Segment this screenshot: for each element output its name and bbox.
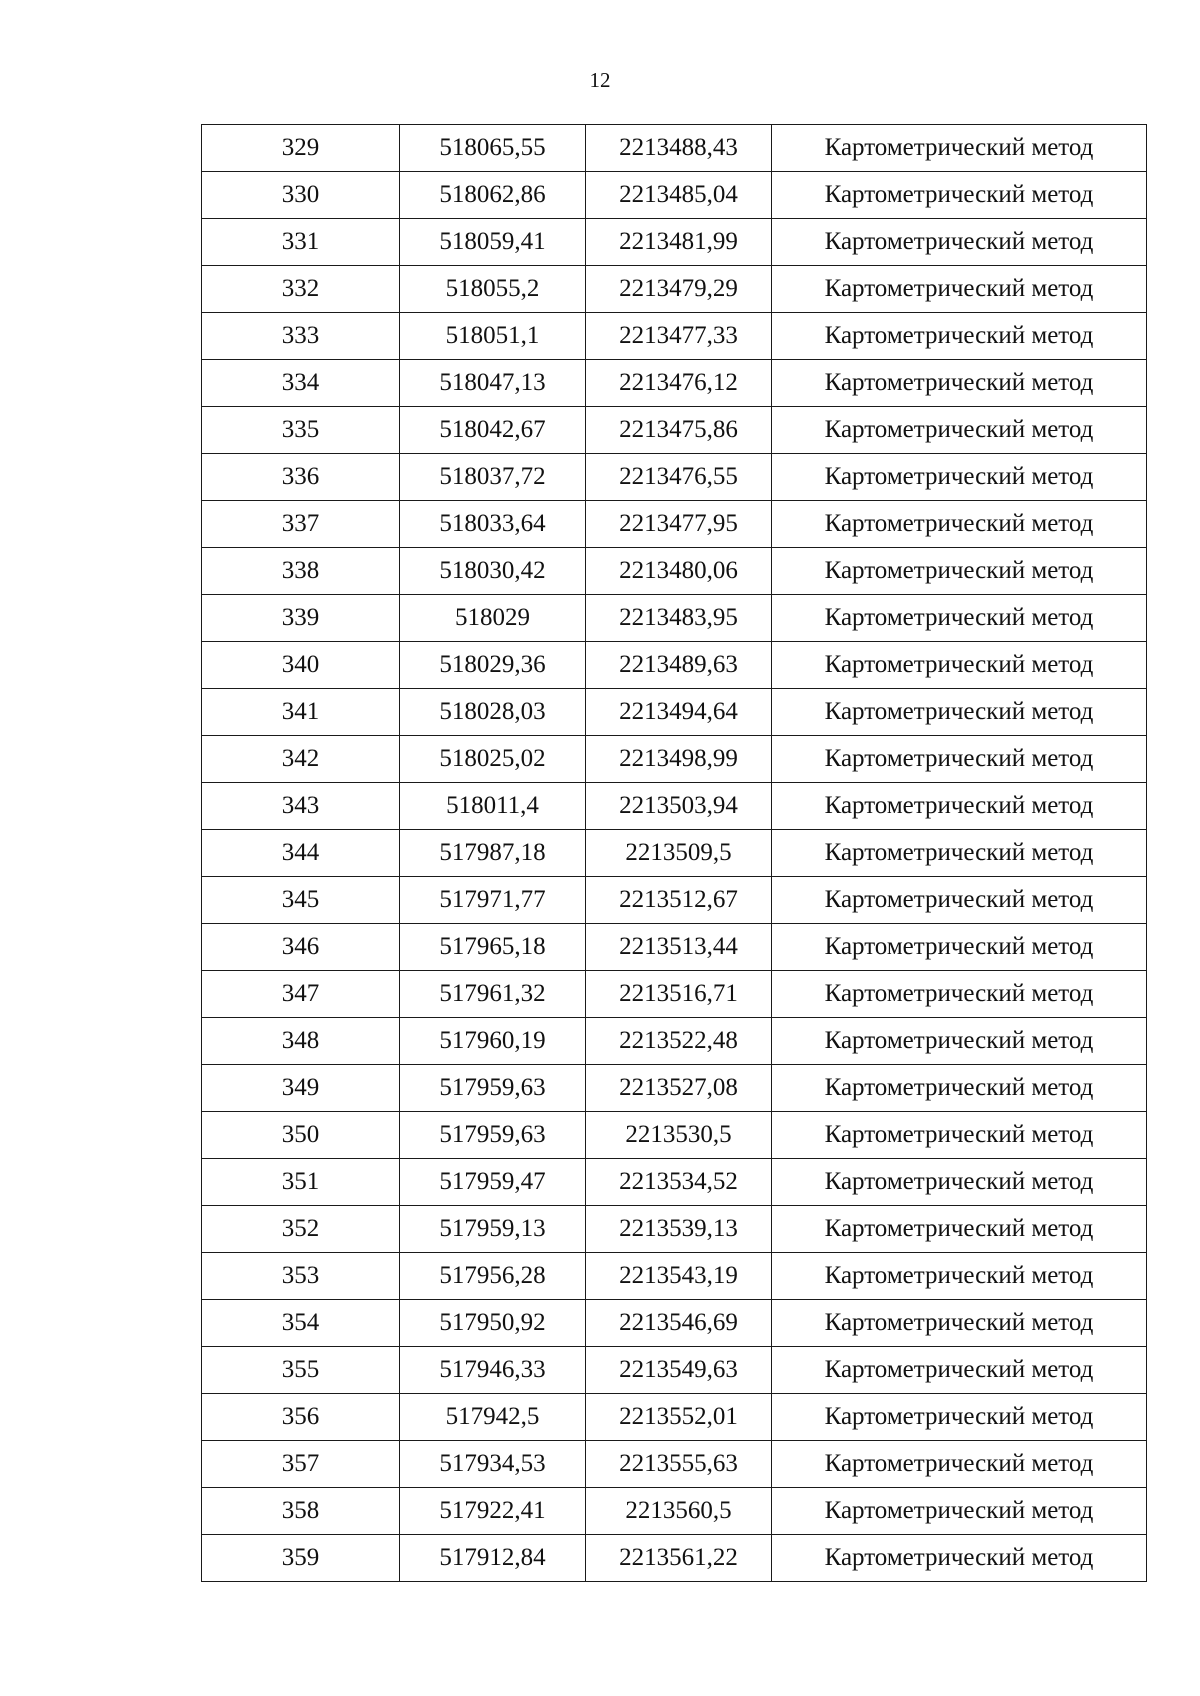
- y-coordinate-cell: 2213522,48: [586, 1018, 772, 1065]
- method-cell: Картометрический метод: [772, 830, 1147, 877]
- table-row: [202, 1018, 1147, 1065]
- table-row: [202, 172, 1147, 219]
- method-cell: Картометрический метод: [772, 971, 1147, 1018]
- x-coordinate-cell: 517959,63: [400, 1112, 586, 1159]
- point-number-cell: 359: [202, 1535, 400, 1582]
- table-row: [202, 501, 1147, 548]
- table-row: [202, 1159, 1147, 1206]
- x-coordinate-cell: 517961,32: [400, 971, 586, 1018]
- point-number-cell: 354: [202, 1300, 400, 1347]
- point-number-cell: 335: [202, 407, 400, 454]
- method-cell: Картометрический метод: [772, 1065, 1147, 1112]
- x-coordinate-cell: 518065,55: [400, 125, 586, 172]
- point-number-cell: 336: [202, 454, 400, 501]
- method-cell: Картометрический метод: [772, 1441, 1147, 1488]
- table-row: [202, 1300, 1147, 1347]
- table-row: [202, 877, 1147, 924]
- method-cell: Картометрический метод: [772, 219, 1147, 266]
- table-row: [202, 971, 1147, 1018]
- x-coordinate-cell: 517922,41: [400, 1488, 586, 1535]
- method-cell: Картометрический метод: [772, 1300, 1147, 1347]
- method-cell: Картометрический метод: [772, 407, 1147, 454]
- table-row: [202, 736, 1147, 783]
- point-number-cell: 353: [202, 1253, 400, 1300]
- y-coordinate-cell: 2213477,33: [586, 313, 772, 360]
- method-cell: Картометрический метод: [772, 501, 1147, 548]
- point-number-cell: 329: [202, 125, 400, 172]
- y-coordinate-cell: 2213530,5: [586, 1112, 772, 1159]
- y-coordinate-cell: 2213534,52: [586, 1159, 772, 1206]
- point-number-cell: 338: [202, 548, 400, 595]
- point-number-cell: 345: [202, 877, 400, 924]
- y-coordinate-cell: 2213560,5: [586, 1488, 772, 1535]
- x-coordinate-cell: 518028,03: [400, 689, 586, 736]
- x-coordinate-cell: 518062,86: [400, 172, 586, 219]
- method-cell: Картометрический метод: [772, 454, 1147, 501]
- table-row: [202, 595, 1147, 642]
- x-coordinate-cell: 518029: [400, 595, 586, 642]
- y-coordinate-cell: 2213546,69: [586, 1300, 772, 1347]
- method-cell: Картометрический метод: [772, 1535, 1147, 1582]
- x-coordinate-cell: 517960,19: [400, 1018, 586, 1065]
- y-coordinate-cell: 2213476,55: [586, 454, 772, 501]
- table-row: [202, 1112, 1147, 1159]
- x-coordinate-cell: 517942,5: [400, 1394, 586, 1441]
- x-coordinate-cell: 518033,64: [400, 501, 586, 548]
- table-row: [202, 1065, 1147, 1112]
- y-coordinate-cell: 2213527,08: [586, 1065, 772, 1112]
- table-row: [202, 1206, 1147, 1253]
- method-cell: Картометрический метод: [772, 877, 1147, 924]
- y-coordinate-cell: 2213513,44: [586, 924, 772, 971]
- coordinates-table: [201, 124, 1147, 1582]
- page-number: 12: [589, 68, 611, 92]
- method-cell: Картометрический метод: [772, 1488, 1147, 1535]
- point-number-cell: 340: [202, 642, 400, 689]
- table-row: [202, 360, 1147, 407]
- y-coordinate-cell: 2213475,86: [586, 407, 772, 454]
- x-coordinate-cell: 517987,18: [400, 830, 586, 877]
- point-number-cell: 341: [202, 689, 400, 736]
- point-number-cell: 358: [202, 1488, 400, 1535]
- y-coordinate-cell: 2213485,04: [586, 172, 772, 219]
- y-coordinate-cell: 2213516,71: [586, 971, 772, 1018]
- x-coordinate-cell: 517950,92: [400, 1300, 586, 1347]
- method-cell: Картометрический метод: [772, 1347, 1147, 1394]
- x-coordinate-cell: 517971,77: [400, 877, 586, 924]
- point-number-cell: 337: [202, 501, 400, 548]
- x-coordinate-cell: 518011,4: [400, 783, 586, 830]
- table-row: [202, 642, 1147, 689]
- table-row: [202, 454, 1147, 501]
- point-number-cell: 334: [202, 360, 400, 407]
- y-coordinate-cell: 2213549,63: [586, 1347, 772, 1394]
- table-row: [202, 125, 1147, 172]
- point-number-cell: 333: [202, 313, 400, 360]
- y-coordinate-cell: 2213509,5: [586, 830, 772, 877]
- method-cell: Картометрический метод: [772, 313, 1147, 360]
- point-number-cell: 352: [202, 1206, 400, 1253]
- x-coordinate-cell: 517934,53: [400, 1441, 586, 1488]
- y-coordinate-cell: 2213476,12: [586, 360, 772, 407]
- x-coordinate-cell: 518037,72: [400, 454, 586, 501]
- table-row: [202, 1347, 1147, 1394]
- method-cell: Картометрический метод: [772, 548, 1147, 595]
- x-coordinate-cell: 518055,2: [400, 266, 586, 313]
- method-cell: Картометрический метод: [772, 924, 1147, 971]
- y-coordinate-cell: 2213489,63: [586, 642, 772, 689]
- table-row: [202, 830, 1147, 877]
- x-coordinate-cell: 517959,47: [400, 1159, 586, 1206]
- table-row: [202, 1488, 1147, 1535]
- table-row: [202, 1535, 1147, 1582]
- method-cell: Картометрический метод: [772, 360, 1147, 407]
- method-cell: Картометрический метод: [772, 1206, 1147, 1253]
- point-number-cell: 344: [202, 830, 400, 877]
- table-row: [202, 1394, 1147, 1441]
- x-coordinate-cell: 517912,84: [400, 1535, 586, 1582]
- y-coordinate-cell: 2213503,94: [586, 783, 772, 830]
- point-number-cell: 349: [202, 1065, 400, 1112]
- table-row: [202, 313, 1147, 360]
- method-cell: Картометрический метод: [772, 266, 1147, 313]
- point-number-cell: 330: [202, 172, 400, 219]
- point-number-cell: 347: [202, 971, 400, 1018]
- x-coordinate-cell: 518059,41: [400, 219, 586, 266]
- y-coordinate-cell: 2213477,95: [586, 501, 772, 548]
- x-coordinate-cell: 517959,13: [400, 1206, 586, 1253]
- x-coordinate-cell: 517959,63: [400, 1065, 586, 1112]
- point-number-cell: 348: [202, 1018, 400, 1065]
- y-coordinate-cell: 2213494,64: [586, 689, 772, 736]
- x-coordinate-cell: 517946,33: [400, 1347, 586, 1394]
- method-cell: Картометрический метод: [772, 595, 1147, 642]
- x-coordinate-cell: 517965,18: [400, 924, 586, 971]
- method-cell: Картометрический метод: [772, 1253, 1147, 1300]
- table-row: [202, 689, 1147, 736]
- method-cell: Картометрический метод: [772, 689, 1147, 736]
- point-number-cell: 350: [202, 1112, 400, 1159]
- table-row: [202, 1441, 1147, 1488]
- point-number-cell: 357: [202, 1441, 400, 1488]
- y-coordinate-cell: 2213480,06: [586, 548, 772, 595]
- x-coordinate-cell: 518042,67: [400, 407, 586, 454]
- method-cell: Картометрический метод: [772, 1112, 1147, 1159]
- y-coordinate-cell: 2213552,01: [586, 1394, 772, 1441]
- point-number-cell: 355: [202, 1347, 400, 1394]
- x-coordinate-cell: 518047,13: [400, 360, 586, 407]
- y-coordinate-cell: 2213543,19: [586, 1253, 772, 1300]
- x-coordinate-cell: 518030,42: [400, 548, 586, 595]
- table-row: [202, 407, 1147, 454]
- x-coordinate-cell: 517956,28: [400, 1253, 586, 1300]
- y-coordinate-cell: 2213479,29: [586, 266, 772, 313]
- table-row: [202, 548, 1147, 595]
- y-coordinate-cell: 2213555,63: [586, 1441, 772, 1488]
- method-cell: Картометрический метод: [772, 642, 1147, 689]
- table-row: [202, 924, 1147, 971]
- table-row: [202, 783, 1147, 830]
- point-number-cell: 331: [202, 219, 400, 266]
- y-coordinate-cell: 2213512,67: [586, 877, 772, 924]
- point-number-cell: 332: [202, 266, 400, 313]
- x-coordinate-cell: 518029,36: [400, 642, 586, 689]
- x-coordinate-cell: 518025,02: [400, 736, 586, 783]
- table-row: [202, 266, 1147, 313]
- y-coordinate-cell: 2213561,22: [586, 1535, 772, 1582]
- method-cell: Картометрический метод: [772, 172, 1147, 219]
- point-number-cell: 339: [202, 595, 400, 642]
- point-number-cell: 346: [202, 924, 400, 971]
- table-row: [202, 1253, 1147, 1300]
- point-number-cell: 356: [202, 1394, 400, 1441]
- point-number-cell: 351: [202, 1159, 400, 1206]
- table-body: [202, 125, 1147, 1582]
- y-coordinate-cell: 2213483,95: [586, 595, 772, 642]
- y-coordinate-cell: 2213481,99: [586, 219, 772, 266]
- method-cell: Картометрический метод: [772, 736, 1147, 783]
- point-number-cell: 343: [202, 783, 400, 830]
- method-cell: Картометрический метод: [772, 125, 1147, 172]
- y-coordinate-cell: 2213488,43: [586, 125, 772, 172]
- method-cell: Картометрический метод: [772, 783, 1147, 830]
- y-coordinate-cell: 2213539,13: [586, 1206, 772, 1253]
- x-coordinate-cell: 518051,1: [400, 313, 586, 360]
- method-cell: Картометрический метод: [772, 1018, 1147, 1065]
- method-cell: Картометрический метод: [772, 1159, 1147, 1206]
- method-cell: Картометрический метод: [772, 1394, 1147, 1441]
- y-coordinate-cell: 2213498,99: [586, 736, 772, 783]
- table-row: [202, 219, 1147, 266]
- point-number-cell: 342: [202, 736, 400, 783]
